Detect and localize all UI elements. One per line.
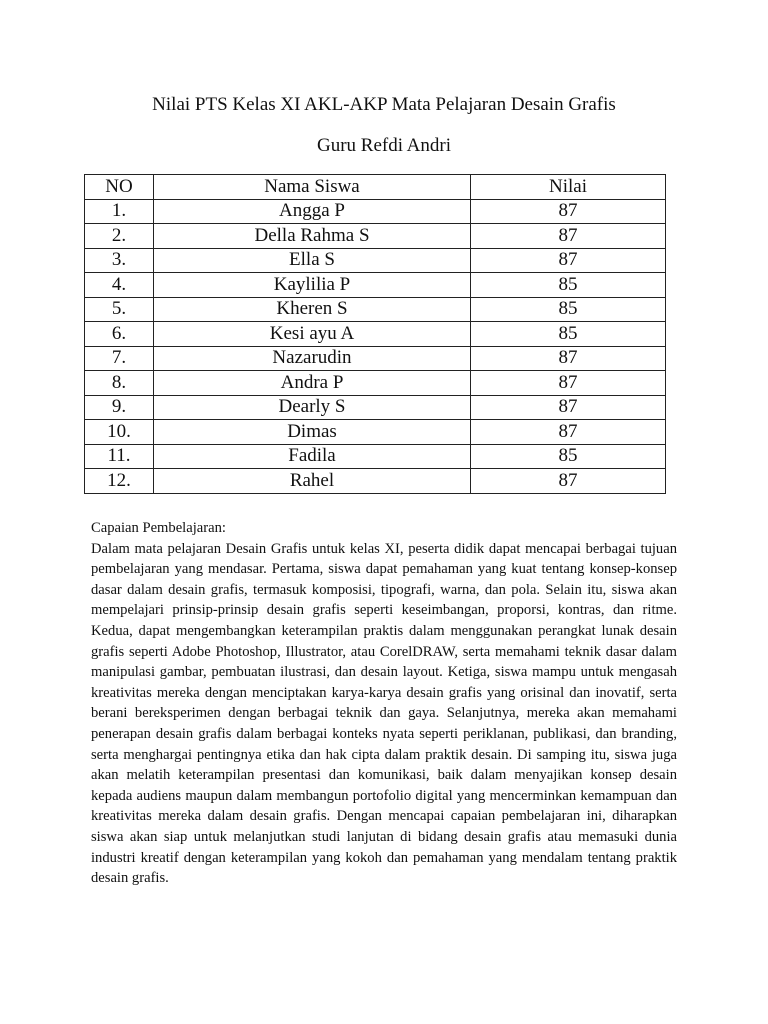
table-row <box>85 297 666 322</box>
learning-outcomes-section <box>91 518 677 889</box>
student-score: 87 <box>471 469 666 494</box>
student-score: 85 <box>471 444 666 469</box>
table-row <box>85 224 666 249</box>
student-name: Fadila <box>154 444 471 469</box>
student-score: 87 <box>471 395 666 420</box>
table-row <box>85 444 666 469</box>
row-number: 6. <box>85 322 154 347</box>
table-row <box>85 420 666 445</box>
row-number: 1. <box>85 199 154 224</box>
student-score: 87 <box>471 371 666 396</box>
student-score: 87 <box>471 248 666 273</box>
document-title: Nilai PTS Kelas XI AKL-AKP Mata Pelajaran Desain Grafis <box>152 94 616 115</box>
student-name: Kesi ayu A <box>154 322 471 347</box>
table-header-row <box>85 175 666 200</box>
learning-outcomes-body: Dalam mata pelajaran Desain Grafis untuk kelas XI, peserta didik dapat mencapai berbagai tujuan pembelajaran yang mendasar. Pertama, siswa dapat pemahaman yang kuat tentang konsep-konsep dasar dalam desain grafis, termasuk komposisi, tipografi, warna, dan pola. Selain itu, siswa akan mempelajari prinsip-prinsip desain grafis seperti keseimbangan, proporsi, kontras, dan ritme. Kedua, dapat mengembangkan keterampilan praktis dalam menggunakan perangkat lunak desain grafis seperti Adobe Photoshop, Illustrator, atau CorelDRAW, serta memahami teknik dasar dalam manipulasi gambar, pembuatan ilustrasi, dan desain layout. Ketiga, siswa mampu untuk mengasah kreativitas mereka dengan menciptakan karya-karya desain grafis yang orisinal dan inovatif, serta berani bereksperimen dengan berbagai teknik dan gaya. Selanjutnya, mereka akan memahami penerapan desain grafis dalam berbagai konteks nyata seperti periklanan, publikasi, dan branding, serta menghargai pentingnya etika dan hak cipta dalam praktik desain. Di samping itu, siswa juga akan melatih keterampilan presentasi dan komunikasi, baik dalam menyajikan konsep desain kepada audiens maupun dalam membangun portofolio digital yang mencerminkan kemampuan dan kreativitas mereka dalam desain grafis. Dengan mencapai capaian pembelajaran ini, diharapkan siswa akan siap untuk melanjutkan studi lanjutan di bidang desain grafis atau memasuki dunia industri kreatif dengan keterampilan yang kokoh dan pemahaman yang mendalam tentang praktik desain grafis. <box>91 540 677 887</box>
table-row <box>85 273 666 298</box>
student-score: 87 <box>471 199 666 224</box>
header-no: NO <box>85 175 154 200</box>
student-name: Nazarudin <box>154 346 471 371</box>
table-row <box>85 371 666 396</box>
row-number: 7. <box>85 346 154 371</box>
student-score: 85 <box>471 297 666 322</box>
row-number: 8. <box>85 371 154 396</box>
row-number: 10. <box>85 420 154 445</box>
learning-outcomes-heading: Capaian Pembelajaran: <box>91 520 226 536</box>
table-row <box>85 322 666 347</box>
row-number: 9. <box>85 395 154 420</box>
student-name: Dimas <box>154 420 471 445</box>
student-name: Ella S <box>154 248 471 273</box>
student-name: Dearly S <box>154 395 471 420</box>
student-score: 87 <box>471 224 666 249</box>
grades-table <box>84 174 666 494</box>
student-score: 85 <box>471 273 666 298</box>
header-score: Nilai <box>471 175 666 200</box>
table-row <box>85 346 666 371</box>
table-row <box>85 248 666 273</box>
teacher-name: Guru Refdi Andri <box>316 135 452 156</box>
row-number: 2. <box>85 224 154 249</box>
row-number: 4. <box>85 273 154 298</box>
header-student-name: Nama Siswa <box>154 175 471 200</box>
row-number: 12. <box>85 469 154 494</box>
student-name: Angga P <box>154 199 471 224</box>
student-name: Kheren S <box>154 297 471 322</box>
student-score: 85 <box>471 322 666 347</box>
student-name: Della Rahma S <box>154 224 471 249</box>
student-name: Rahel <box>154 469 471 494</box>
table-row <box>85 395 666 420</box>
table-row <box>85 469 666 494</box>
student-score: 87 <box>471 420 666 445</box>
row-number: 11. <box>85 444 154 469</box>
table-row <box>85 199 666 224</box>
student-name: Kaylilia P <box>154 273 471 298</box>
student-name: Andra P <box>154 371 471 396</box>
row-number: 3. <box>85 248 154 273</box>
student-score: 87 <box>471 346 666 371</box>
row-number: 5. <box>85 297 154 322</box>
